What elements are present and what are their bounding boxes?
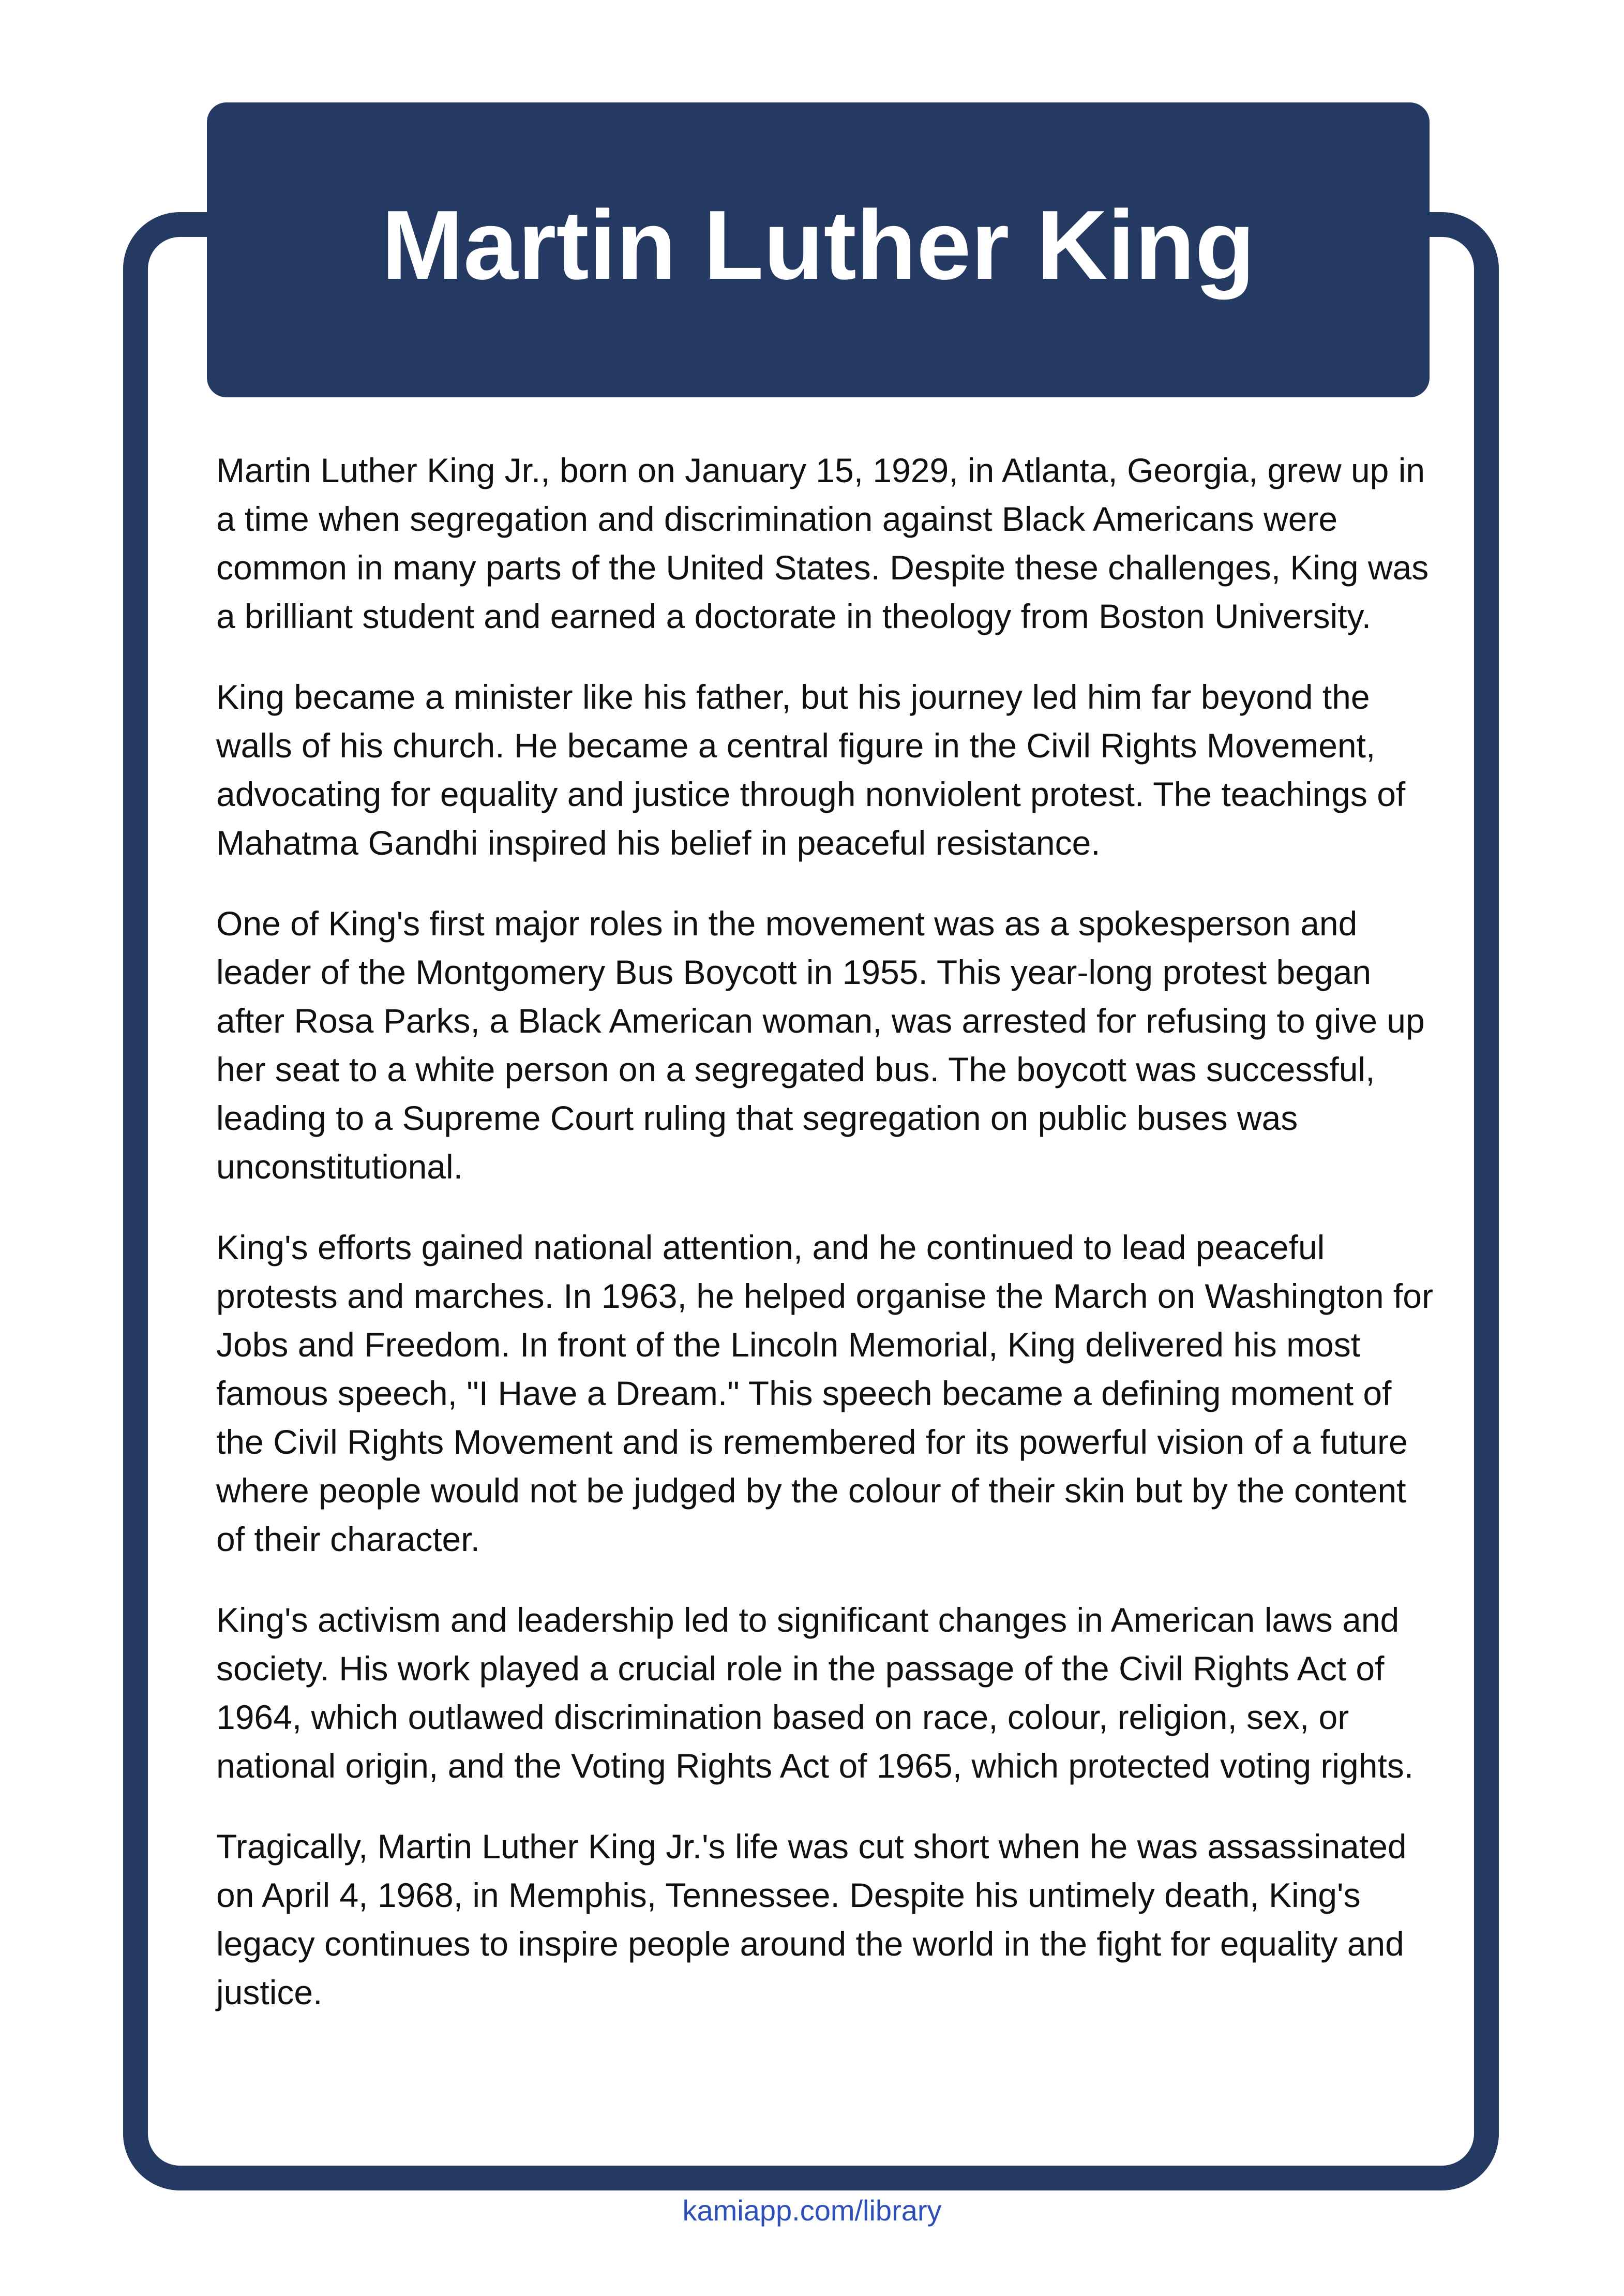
paragraph-4: King's efforts gained national attention, and he continued to lead peaceful protests and marches. In 1963, he helped organise the March on Washington for Jobs and Freedom. In front of the Lincoln Memorial, King delivered his most famous speech, "I Have a Dream." This speech became a defining moment of the Civil Rights Movement and is remembered for its powerful vision of a future where people would not be judged by the colour of their skin but by the content of their character. <box>216 1228 1433 1558</box>
paragraph-2: King became a minister like his father, but his journey led him far beyond the walls of his church. He became a central figure in the Civil Rights Movement, advocating for equality and justice through nonviolent protest. The teachings of Mahatma Gandhi inspired his belief in peaceful resistance. <box>216 678 1406 862</box>
title-banner <box>207 102 1430 397</box>
paragraph-6: Tragically, Martin Luther King Jr.'s life was cut short when he was assassinated on April 4, 1968, in Memphis, Tennessee. Despite his untimely death, King's legacy continues to inspire people around the world in the fight for equality and justice. <box>216 1827 1407 2011</box>
paragraph-3: One of King's first major roles in the movement was as a spokesperson and leader of the Montgomery Bus Boycott in 1955. This year-long protest began after Rosa Parks, a Black American woman, was arrested for refusing to give up her seat to a white person on a segregated bus. The boycott was successful, leading to a Supreme Court ruling that segregation on public buses was unconstitutional. <box>216 904 1425 1186</box>
footer-library-link[interactable]: kamiapp.com/library <box>682 2194 942 2227</box>
article-body <box>216 446 1437 2049</box>
page-title: Martin Luther King <box>381 190 1255 300</box>
paragraph-1: Martin Luther King Jr., born on January 15, 1929, in Atlanta, Georgia, grew up in a time when segregation and discrimination against Black Americans were common in many parts of the United States. Despite these challenges, King was a brilliant student and earned a doctorate in theology from Boston University. <box>216 451 1429 635</box>
paragraph-5: King's activism and leadership led to significant changes in American laws and society. His work played a crucial role in the passage of the Civil Rights Act of 1964, which outlawed discrimination based on race, colour, religion, sex, or national origin, and the Voting Rights Act of 1965, which protected voting rights. <box>216 1601 1414 1785</box>
